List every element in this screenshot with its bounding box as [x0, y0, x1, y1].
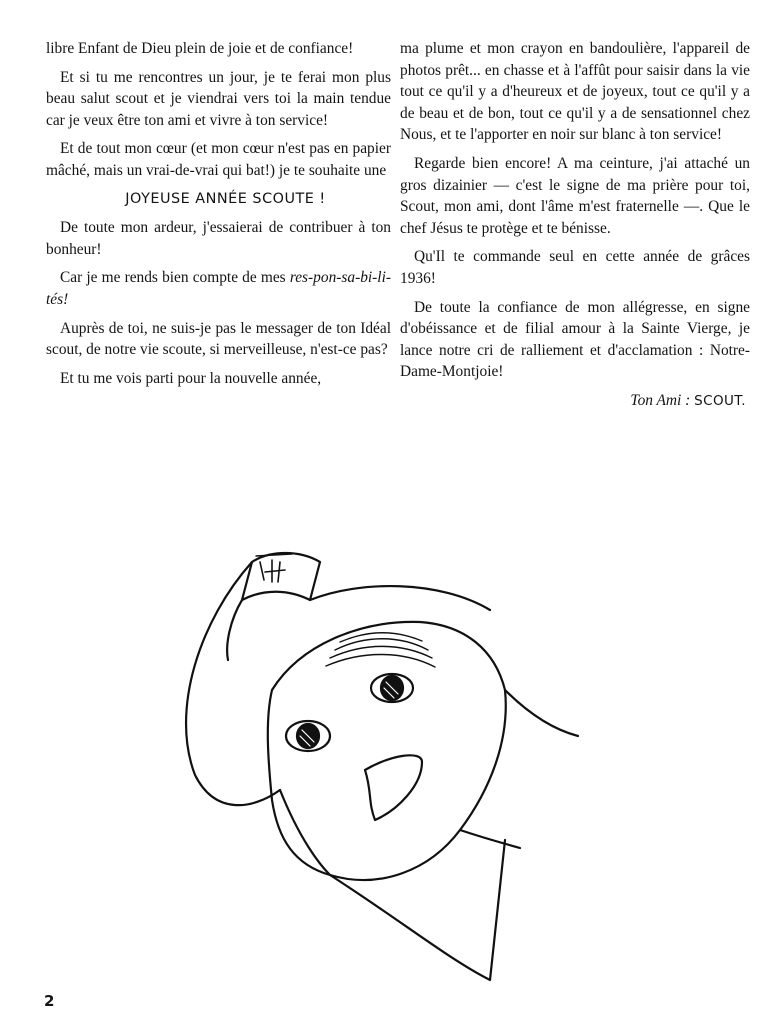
scout-face-with-hat-icon — [160, 540, 580, 990]
paragraph: De toute la confiance de mon allégresse, en signe d'obéissance et de filial amour à la Sainte Vierge, je lance notre cri de ralliement et d'acclamation : Notre-Dame-Montjoie! — [400, 298, 750, 381]
greeting-heading: JOYEUSE ANNÉE SCOUTE ! — [125, 190, 326, 207]
paragraph-text: Car je me rends bien compte de mes — [60, 269, 286, 287]
left-column — [46, 38, 391, 396]
paragraph: libre Enfant de Dieu plein de joie et de confiance! — [46, 40, 354, 57]
signature — [400, 390, 750, 413]
paragraph: ma plume et mon crayon en bandoulière, l'appareil de photos prêt... en chasse et à l'affût pour saisir dans la vie tout ce qu'il y a d'heureux et de joyeux, tout ce qu'il y a de beau et de bon, tout ce qu'il y a de sensationnel chez Nous, et te l'apporter en noir sur blanc à ton service! — [400, 40, 750, 144]
right-column — [400, 38, 750, 420]
signature-name: SCOUT. — [694, 392, 746, 409]
paragraph: Et tu me vois parti pour la nouvelle année, — [60, 369, 322, 387]
paragraph: Et si tu me rencontres un jour, je te ferai mon plus beau salut scout et je viendrai vers toi la main tendue car je veux être ton ami et vivre à ton service! — [46, 68, 391, 129]
paragraph — [46, 267, 391, 310]
paragraph: Et de tout mon cœur (et mon cœur n'est pas en papier mâché, mais un vrai-de-vrai qui bat!) je te souhaite une — [46, 140, 391, 179]
page-number: 2 — [44, 992, 55, 1010]
paragraph: Auprès de toi, ne suis-je pas le messager de ton Idéal scout, de notre vie scoute, si merveilleuse, n'est-ce pas? — [46, 319, 391, 359]
paragraph: Regarde bien encore! A ma ceinture, j'ai attaché un gros dizainier — c'est le signe de ma prière pour toi, Scout, mon ami, dont l'âme m'est fraternelle —. Que le chef Jésus te protège et te bénisse. — [400, 154, 750, 237]
paragraph: De toute mon ardeur, j'essaierai de contribuer à ton bonheur! — [46, 219, 391, 258]
emphasized-word: res-pon-sa-bi-li-tés! — [46, 269, 391, 308]
paragraph: Qu'Il te commande seul en cette année de grâces 1936! — [400, 248, 750, 287]
signature-prefix: Ton Ami : — [630, 391, 691, 409]
